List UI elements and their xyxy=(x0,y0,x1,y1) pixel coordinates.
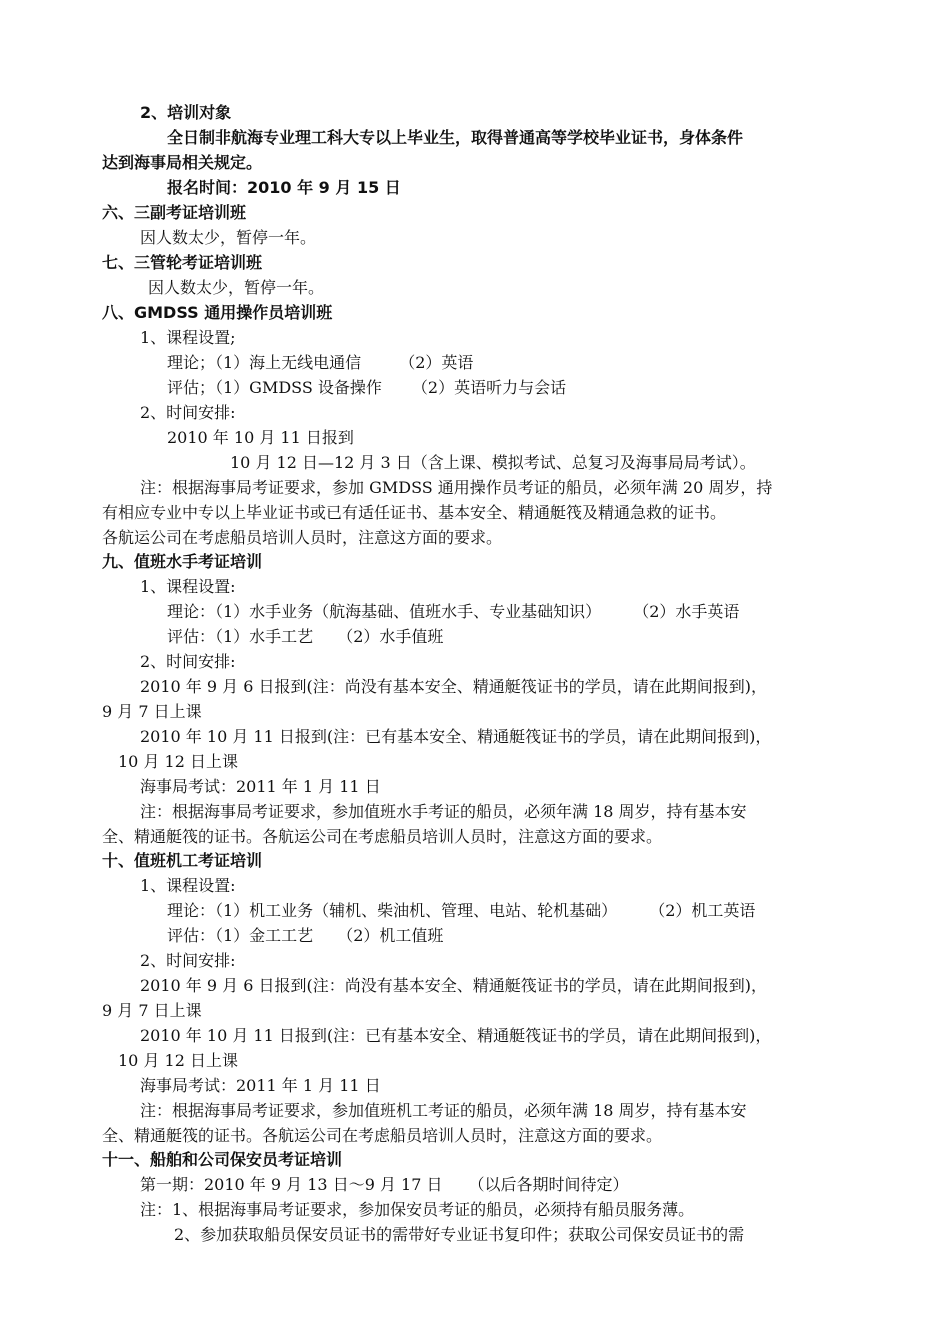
section-8-report-date: 2010 年 10 月 11 日报到 xyxy=(167,428,354,447)
section-8-heading: 八、GMDSS 通用操作员培训班 xyxy=(102,303,333,322)
section-9-theory-a: 理论：（1）水手业务（航海基础、值班水手、专业基础知识） xyxy=(167,602,602,621)
section-8-theory-line xyxy=(167,351,473,375)
section-7-note: 因人数太少，暂停一年。 xyxy=(148,278,325,297)
training-target-body-line2: 达到海事局相关规定。 xyxy=(102,153,263,172)
section-9-assess-b: （2）水手值班 xyxy=(337,627,444,646)
registration-date: 报名时间：2010 年 9 月 15 日 xyxy=(167,178,401,197)
section-11-note-line2: 2、参加获取船员保安员证书的需带好专业证书复印件；获取公司保安员证书的需 xyxy=(174,1225,745,1244)
section-10-report2-line2: 10 月 12 日上课 xyxy=(118,1051,238,1070)
section-10-course-label: 1、课程设置: xyxy=(140,876,236,895)
section-11-note-line1: 注：1、根据海事局考证要求，参加保安员考证的船员，必须持有船员服务薄。 xyxy=(140,1200,695,1219)
section-9-theory-line xyxy=(167,600,739,624)
section-10-report1-line2: 9 月 7 日上课 xyxy=(102,1001,202,1020)
section-9-exam: 海事局考试：2011 年 1 月 11 日 xyxy=(140,777,381,796)
section-11-phase1-dates: 第一期：2010 年 9 月 13 日～9 月 17 日 xyxy=(140,1175,443,1194)
section-8-period: 10 月 12 日—12 月 3 日（含上课、模拟考试、总复习及海事局局考试）。 xyxy=(230,453,756,472)
section-9-heading: 九、值班水手考证培训 xyxy=(102,552,263,571)
section-9-assess-line xyxy=(167,625,443,649)
section-8-course-label: 1、课程设置; xyxy=(140,328,236,347)
section-9-time-label: 2、时间安排: xyxy=(140,652,236,671)
section-6-note: 因人数太少，暂停一年。 xyxy=(140,228,317,247)
section-8-time-label: 2、时间安排: xyxy=(140,403,236,422)
section-9-report2-line2: 10 月 12 日上课 xyxy=(118,752,238,771)
section-10-assess-a: 评估：（1）金工工艺 xyxy=(167,926,314,945)
section-9-note-line2: 全、精通艇筏的证书。各航运公司在考虑船员培训人员时，注意这方面的要求。 xyxy=(102,827,663,846)
training-target-title: 2、培训对象 xyxy=(140,103,232,122)
section-10-assess-b: （2）机工值班 xyxy=(337,926,444,945)
section-8-note-line2: 有相应专业中专以上毕业证书或已有适任证书、基本安全、精通艇筏及精通急救的证书。 xyxy=(102,503,727,522)
section-10-theory-a: 理论：（1）机工业务（辅机、柴油机、管理、电站、轮机基础） xyxy=(167,901,618,920)
section-10-assess-line xyxy=(167,924,443,948)
section-10-note-line1: 注：根据海事局考证要求，参加值班机工考证的船员，必须年满 18 周岁，持有基本安 xyxy=(140,1101,747,1120)
section-9-theory-b: （2）水手英语 xyxy=(633,602,740,621)
section-9-course-label: 1、课程设置: xyxy=(140,577,236,596)
section-9-report2-line1: 2010 年 10 月 11 日报到(注：已有基本安全、精通艇筏证书的学员，请在此期间报到)， xyxy=(140,727,772,746)
section-9-note-line1: 注：根据海事局考证要求，参加值班水手考证的船员，必须年满 18 周岁，持有基本安 xyxy=(140,802,747,821)
section-10-report2-line1: 2010 年 10 月 11 日报到(注：已有基本安全、精通艇筏证书的学员，请在此期间报到)， xyxy=(140,1026,772,1045)
section-8-assess-a: 评估；（1）GMDSS 设备操作 xyxy=(167,378,382,397)
section-10-theory-b: （2）机工英语 xyxy=(649,901,756,920)
section-8-assess-line xyxy=(167,376,566,400)
section-8-assess-b: （2）英语听力与会话 xyxy=(411,378,567,397)
section-10-theory-line xyxy=(167,899,755,923)
section-11-heading: 十一、船舶和公司保安员考证培训 xyxy=(102,1150,343,1169)
section-8-theory-b: （2）英语 xyxy=(399,353,474,372)
section-10-note-line2: 全、精通艇筏的证书。各航运公司在考虑船员培训人员时，注意这方面的要求。 xyxy=(102,1126,663,1145)
section-10-exam: 海事局考试：2011 年 1 月 11 日 xyxy=(140,1076,381,1095)
training-target-body-line1: 全日制非航海专业理工科大专以上毕业生，取得普通高等学校毕业证书，身体条件 xyxy=(167,128,744,147)
section-9-assess-a: 评估：（1）水手工艺 xyxy=(167,627,314,646)
section-9-report1-line2: 9 月 7 日上课 xyxy=(102,702,202,721)
section-10-report1-line1: 2010 年 9 月 6 日报到(注：尚没有基本安全、精通艇筏证书的学员，请在此期间报到)， xyxy=(140,976,767,995)
section-7-heading: 七、三管轮考证培训班 xyxy=(102,253,263,272)
section-8-note-line3: 各航运公司在考虑船员培训人员时，注意这方面的要求。 xyxy=(102,528,503,547)
section-8-theory-a: 理论；（1）海上无线电通信 xyxy=(167,353,362,372)
section-10-heading: 十、值班机工考证培训 xyxy=(102,851,263,870)
section-11-phase1-line xyxy=(140,1173,629,1197)
section-9-report1-line1: 2010 年 9 月 6 日报到(注：尚没有基本安全、精通艇筏证书的学员，请在此期间报到)， xyxy=(140,677,767,696)
section-11-phase1-note: （以后各期时间待定） xyxy=(468,1175,629,1194)
section-10-time-label: 2、时间安排: xyxy=(140,951,236,970)
section-8-note-line1: 注：根据海事局考证要求，参加 GMDSS 通用操作员考证的船员，必须年满 20 周岁，持 xyxy=(140,478,773,497)
section-6-heading: 六、三副考证培训班 xyxy=(102,203,247,222)
